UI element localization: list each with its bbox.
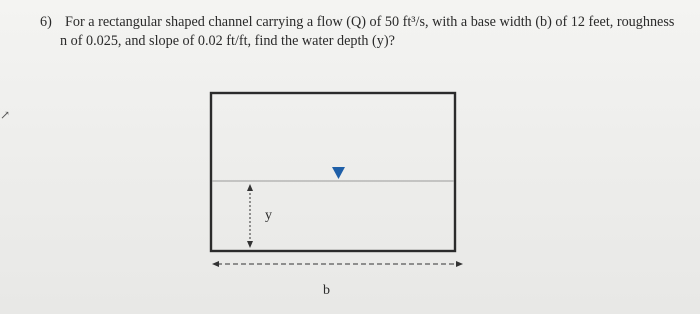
width-arrow-left-icon: [212, 261, 219, 267]
depth-label: y: [265, 208, 272, 223]
problem-text-line-1: For a rectangular shaped channel carrying a flow (Q) of 50 ft³/s, with a base width (b) of 12 feet, roughness: [65, 14, 675, 30]
depth-arrow-up-icon: [247, 184, 253, 191]
width-arrow-right-icon: [456, 261, 463, 267]
problem-text-line-2: n of 0.025, and slope of 0.02 ft/ft, find the water depth (y)?: [60, 33, 395, 49]
depth-arrow-down-icon: [247, 241, 253, 248]
inverted-triangle-icon: [332, 167, 345, 179]
channel-outline: [211, 93, 455, 251]
width-label: b: [323, 283, 330, 298]
problem-number: 6): [40, 14, 52, 30]
margin-mark-icon: ↗: [0, 108, 11, 122]
